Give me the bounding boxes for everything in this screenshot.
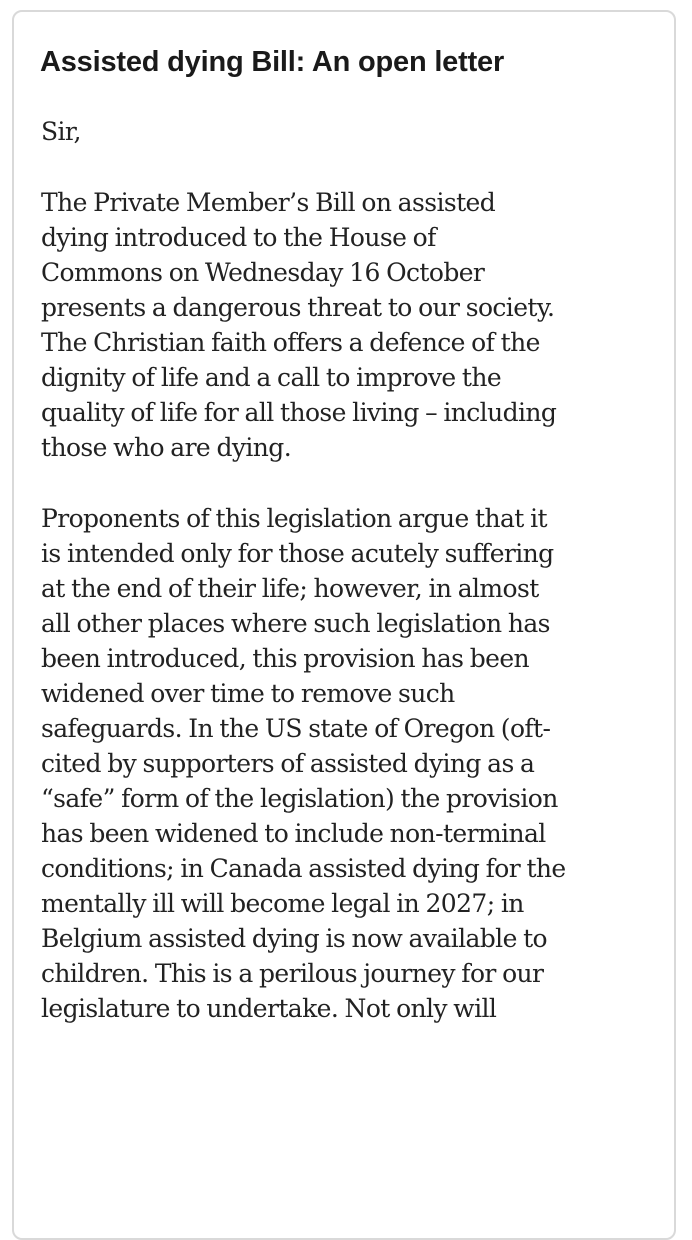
paragraph-line: mentally ill will become legal in 2027; in: [41, 889, 524, 918]
paragraph-line: dignity of life and a call to improve the: [41, 363, 502, 392]
paragraph-line: is intended only for those acutely suffering: [41, 539, 554, 568]
paragraph-line: quality of life for all those living – including: [41, 398, 557, 427]
paragraph-line: Commons on Wednesday 16 October: [41, 258, 485, 287]
paragraph-line: presents a dangerous threat to our society.: [41, 293, 555, 322]
paragraph-line: The Christian faith offers a defence of the: [41, 328, 540, 357]
article-body: [41, 114, 671, 1026]
paragraph-line: dying introduced to the House of: [41, 223, 436, 252]
paragraph-line: has been widened to include non-terminal: [41, 819, 546, 848]
salutation: Sir,: [41, 117, 81, 146]
article-card: [12, 10, 676, 1240]
paragraph-line: those who are dying.: [41, 433, 292, 462]
paragraph-line: widened over time to remove such: [41, 679, 455, 708]
paragraph-line: Proponents of this legislation argue that it: [41, 504, 547, 533]
paragraph-line: children. This is a perilous journey for our: [41, 959, 544, 988]
paragraph-2: [41, 501, 671, 1026]
article-headline: Assisted dying Bill: An open letter: [40, 46, 505, 78]
paragraph-line: legislature to undertake. Not only will: [41, 994, 497, 1023]
paragraph-line: cited by supporters of assisted dying as a: [41, 749, 535, 778]
paragraph-line: all other places where such legislation has: [41, 609, 550, 638]
paragraph-line: Belgium assisted dying is now available to: [41, 924, 548, 953]
paragraph-line: at the end of their life; however, in almost: [41, 574, 539, 603]
paragraph-line: The Private Member’s Bill on assisted: [41, 188, 496, 217]
paragraph-1: [41, 185, 671, 465]
paragraph-line: been introduced, this provision has been: [41, 644, 530, 673]
paragraph-line: safeguards. In the US state of Oregon (oft-: [41, 714, 551, 743]
paragraph-line: conditions; in Canada assisted dying for the: [41, 854, 566, 883]
paragraph-line: “safe” form of the legislation) the provision: [41, 784, 558, 813]
